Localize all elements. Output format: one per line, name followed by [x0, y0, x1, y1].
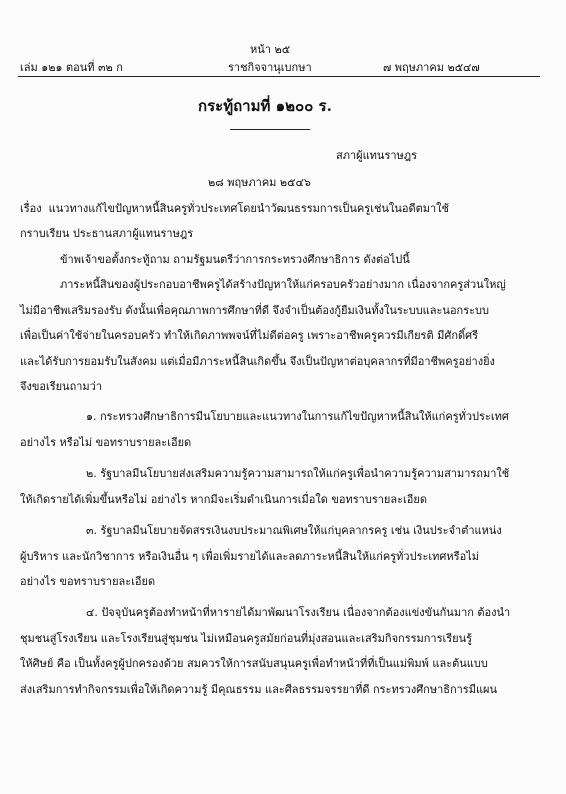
question-3-line: อย่างไร ขอทราบรายละเอียด	[20, 575, 156, 588]
title-underline	[230, 129, 310, 130]
question-3-line: ๓. รัฐบาลมีนโยบายจัดสรรเงินงบประมาณพิเศษให้แก่บุคลากรครู เช่น เงินประจำตำแหน่ง	[86, 524, 502, 537]
question-4-line: ชุมชนสู่โรงเรียน และโรงเรียนสู่ชุมชน ไม่เหมือนครูสมัยก่อนที่มุ่งสอนและเสริมกิจกรรมการเรียนรู้	[20, 632, 473, 645]
question-4-line: ส่งเสริมการทำกิจกรรมเพื่อให้เกิดความรู้ มีคุณธรรม และศีลธรรมจรรยาที่ดี กระทรวงศึกษาธิการมีแผน	[20, 683, 498, 696]
question-3-line: ผู้บริหาร และนักวิชาการ หรือเงินอื่น ๆ เพื่อเพิ่มรายได้และลดภาระหนี้สินให้แก่ครูทั่วประเทศหรือไม่	[20, 550, 479, 563]
question-4-line: ให้ศิษย์ คือ เป็นทั้งครูผู้ปกครองด้วย สมควรให้การสนับสนุนครูเพื่อทำหน้าที่ที่เป็นแม่พิมพ์ และต้นแบบ	[20, 657, 488, 670]
paragraph-line: ภาระหนี้สินของผู้ประกอบอาชีพครูได้สร้างปัญหาให้แก่ครอบครัวอย่างมาก เนื่องจากครูส่วนใหญ่	[60, 278, 506, 291]
publication-date: ๗ พฤษภาคม ๒๕๔๗	[383, 61, 480, 74]
paragraph-line: จึงขอเรียนถามว่า	[20, 380, 103, 393]
subject-text: แนวทางแก้ไขปัญหาหนี้สินครูทั่วประเทศโดยนำวัฒนธรรมการเป็นครูเช่นในอดีตมาใช้	[48, 202, 449, 215]
paragraph-line: และได้รับการยอมรับในสังคม แต่เมื่อมีภาระหนี้สินเกิดขึ้น จึงเป็นปัญหาต่อบุคลากรที่มีอาชีพครูอย่างยิ่ง	[20, 355, 495, 368]
question-1-line: ๑. กระทรวงศึกษาธิการมีนโยบายและแนวทางในการแก้ไขปัญหาหนี้สินให้แก่ครูทั่วประเทศ	[86, 410, 509, 423]
header-rule	[18, 76, 540, 77]
subject-line	[20, 199, 449, 217]
origin-house: สภาผู้แทนราษฎร	[336, 149, 418, 162]
question-4-line: ๔. ปัจจุบันครูต้องทำหน้าที่หารายได้มาพัฒนาโรงเรียน เนื่องจากต้องแข่งขันกันมาก ต้องนำ	[86, 606, 511, 619]
volume-issue: เล่ม ๑๒๑ ตอนที่ ๓๒ ก	[20, 61, 123, 74]
question-1-line: อย่างไร หรือไม่ ขอทราบรายละเอียด	[20, 436, 192, 449]
page-number: หน้า ๒๕	[250, 43, 291, 56]
document-title: กระทู้ถามที่ ๑๒๐๐ ร.	[198, 97, 332, 115]
subject-label: เรื่อง	[20, 202, 42, 215]
paragraph-line: ไม่มีอาชีพเสริมรองรับ ดังนั้นเพื่อคุณภาพการศึกษาที่ดี จึงจำเป็นต้องกู้ยืมเงินทั้งในระบบและนอกระบบ	[20, 304, 489, 317]
opening-line: ข้าพเจ้าขอตั้งกระทู้ถาม ถามรัฐมนตรีว่าการกระทรวงศึกษาธิการ ดังต่อไปนี้	[60, 253, 410, 266]
paragraph-line: เพื่อเป็นค่าใช้จ่ายในครอบครัว ทำให้เกิดภาพพจน์ที่ไม่ดีต่อครู เพราะอาชีพครูควรมีเกียรติ มีศักดิ์ศรี	[20, 329, 479, 342]
gazette-name: ราชกิจจานุเบกษา	[228, 61, 312, 74]
salutation: กราบเรียน ประธานสภาผู้แทนราษฎร	[20, 227, 194, 240]
question-2-line: ให้เกิดรายได้เพิ่มขึ้นหรือไม่ อย่างไร หากมีจะเริ่มดำเนินการเมื่อใด ขอทราบรายละเอียด	[20, 493, 427, 506]
submitted-date: ๒๘ พฤษภาคม ๒๕๔๖	[208, 176, 311, 189]
question-2-line: ๒. รัฐบาลมีนโยบายส่งเสริมความรู้ความสามารถให้แก่ครูเพื่อนำความรู้ความสามารถมาใช้	[86, 467, 510, 480]
